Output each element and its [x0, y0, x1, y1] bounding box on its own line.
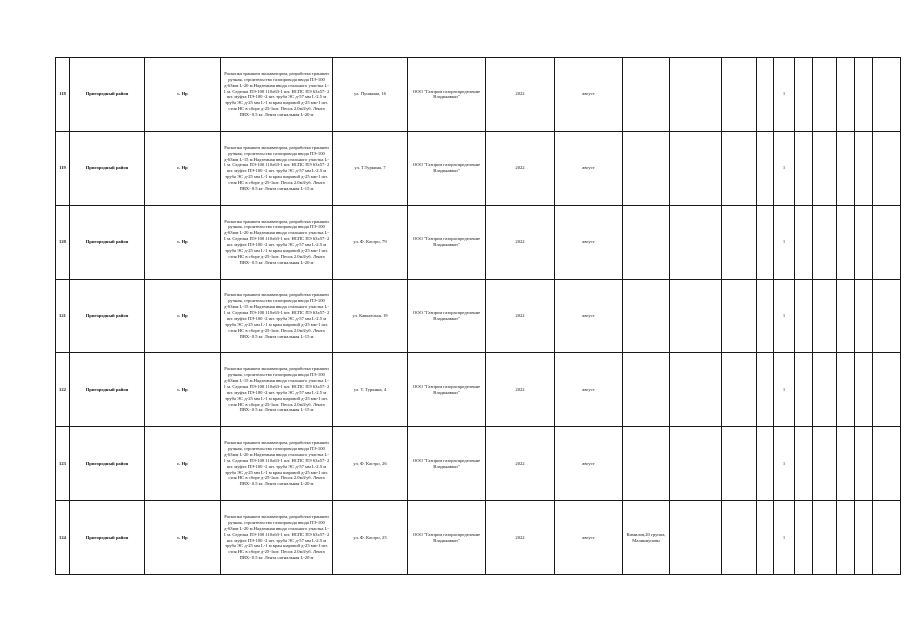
- note-cell: [623, 131, 670, 205]
- empty-cell: [670, 205, 722, 279]
- empty-cell: [837, 205, 855, 279]
- work-description-cell: Раскопка траншеи экскаватором, разработка траншеи ручная, строительство газопровода ввода ПЭ-100 д-63мм L-15 м.Надземная ввода стального участка L-1 м. Седелка ПЭ-100 110х63-1 шт. НСПС ПЭ 63х57- 2 шт. муфта ПЭ-100 -2 шт. труба ЭС д-57 мм L-2.5 м труба ЭС д-25 мм L-1 м кран шаровой д-25 мм-1 шт. стоя НС в сборе д-25-1шт. Песок 2.0м3/уб. Лента ПВХ- 0.5 кг. Лента сигнальная L-15 м: [221, 353, 333, 427]
- empty-cell: [722, 131, 757, 205]
- year-cell: 2022: [486, 131, 555, 205]
- village-cell: с. Нр: [145, 279, 221, 353]
- row-number: 124: [56, 501, 70, 575]
- street-address-cell: ул. Ф. Кастро, 79: [333, 205, 408, 279]
- village-cell: с. Нр: [145, 205, 221, 279]
- work-description-cell: Раскопка траншеи экскаватором, разработка траншеи ручная, строительство газопровода ввода ПЭ-100 д-63мм L-20 м.Надземная ввода стального участка L-1 м. Седелка ПЭ-100 110х63-1 шт. НСПС ПЭ 63х57- 2 шт. муфта ПЭ-100 -2 шт. труба ЭС д-57 мм L-2.5 м труба ЭС д-25 мм L-1 м кран шаровой д-25 мм-1 шт. стоя НС в сборе д-25-1шт. Песок 2.0м3/уб. Лента ПВХ- 0.5 кг. Лента сигнальная L-20 м: [221, 205, 333, 279]
- empty-cell: [873, 131, 901, 205]
- empty-cell: [873, 205, 901, 279]
- note-cell: [623, 205, 670, 279]
- quantity-cell: 1: [774, 279, 795, 353]
- empty-cell: [670, 279, 722, 353]
- street-address-cell: ул. Ф. Кастро, 26: [333, 427, 408, 501]
- quantity-cell: 1: [774, 205, 795, 279]
- empty-cell: [873, 353, 901, 427]
- year-cell: 2022: [486, 353, 555, 427]
- street-address-cell: ул. Т. Туркина, 4: [333, 353, 408, 427]
- empty-cell: [837, 131, 855, 205]
- district-cell: Пригородный район: [70, 131, 145, 205]
- empty-cell: [670, 353, 722, 427]
- row-number: 123: [56, 427, 70, 501]
- year-cell: 2022: [486, 58, 555, 132]
- table-body: [56, 58, 901, 575]
- work-description-cell: Раскопка траншеи экскаватором, разработка траншеи ручная, строительство газопровода ввода ПЭ-100 д-63мм L-20 м.Надземная ввода стального участка L-1 м. Седелка ПЭ-100 110х63-1 шт. НСПС ПЭ 63х57- 2 шт. муфта ПЭ-100 -2 шт. труба ЭС д-57 мм L-2.5 м труба ЭС д-25 мм L-1 м кран шаровой д-25 мм-1 шт. стоя НС в сборе д-25-1шт. Песок 2.0м3/уб. Лента ПВХ- 0.5 кг. Лента сигнальная L-20 м: [221, 501, 333, 575]
- village-cell: с. Нр: [145, 58, 221, 132]
- empty-cell: [670, 58, 722, 132]
- empty-cell: [757, 58, 774, 132]
- street-address-cell: ул. Кавказская, 19: [333, 279, 408, 353]
- quantity-cell: 1: [774, 353, 795, 427]
- month-cell: август: [555, 279, 623, 353]
- empty-cell: [722, 501, 757, 575]
- empty-cell: [813, 131, 837, 205]
- empty-cell: [813, 58, 837, 132]
- organization-cell: ООО "Газпром газораспределение Владикавказ": [408, 58, 486, 132]
- table-row: [56, 353, 901, 427]
- year-cell: 2022: [486, 279, 555, 353]
- quantity-cell: 1: [774, 131, 795, 205]
- empty-cell: [837, 353, 855, 427]
- empty-cell: [795, 501, 813, 575]
- village-cell: с. Нр: [145, 427, 221, 501]
- empty-cell: [795, 131, 813, 205]
- village-cell: с. Нр: [145, 501, 221, 575]
- empty-cell: [722, 427, 757, 501]
- district-cell: Пригородный район: [70, 279, 145, 353]
- empty-cell: [813, 501, 837, 575]
- year-cell: 2022: [486, 427, 555, 501]
- empty-cell: [837, 279, 855, 353]
- month-cell: август: [555, 427, 623, 501]
- work-description-cell: Раскопка траншеи экскаватором, разработка траншеи ручная, строительство газопровода ввода ПЭ-100 д-63мм L-20 м.Надземная ввода стального участка L-1 м. Седелка ПЭ-100 110х63-1 шт. НСПС ПЭ 63х57- 2 шт. муфта ПЭ-100 -2 шт. труба ЭС д-57 мм L-2.5 м труба ЭС д-25 мм L-1 м кран шаровой д-25 мм-1 шт. стоя НС в сборе д-25-1шт. Песок 2.0м3/уб. Лента ПВХ- 0.5 кг. Лента сигнальная L-20 м: [221, 427, 333, 501]
- empty-cell: [795, 427, 813, 501]
- year-cell: 2022: [486, 501, 555, 575]
- district-cell: Пригородный район: [70, 205, 145, 279]
- organization-cell: ООО "Газпром газораспределение Владикавказ": [408, 501, 486, 575]
- empty-cell: [855, 501, 873, 575]
- row-number: 122: [56, 353, 70, 427]
- empty-cell: [757, 427, 774, 501]
- month-cell: август: [555, 205, 623, 279]
- empty-cell: [757, 205, 774, 279]
- row-number: 118: [56, 58, 70, 132]
- empty-cell: [855, 205, 873, 279]
- empty-cell: [873, 427, 901, 501]
- works-table: [55, 57, 901, 575]
- empty-cell: [837, 427, 855, 501]
- empty-cell: [855, 353, 873, 427]
- village-cell: с. Нр: [145, 353, 221, 427]
- empty-cell: [837, 58, 855, 132]
- empty-cell: [670, 501, 722, 575]
- table-row: [56, 131, 901, 205]
- district-cell: Пригородный район: [70, 353, 145, 427]
- empty-cell: [873, 279, 901, 353]
- row-number: 119: [56, 131, 70, 205]
- street-address-cell: ул. Т.Туркина, 7: [333, 131, 408, 205]
- table-row: [56, 427, 901, 501]
- row-number: 120: [56, 205, 70, 279]
- district-cell: Пригородный район: [70, 427, 145, 501]
- empty-cell: [795, 279, 813, 353]
- table-row: [56, 279, 901, 353]
- empty-cell: [855, 58, 873, 132]
- empty-cell: [855, 427, 873, 501]
- street-address-cell: ул. Ф. Кастро, 25: [333, 501, 408, 575]
- month-cell: август: [555, 501, 623, 575]
- empty-cell: [873, 501, 901, 575]
- table-row: [56, 501, 901, 575]
- note-cell: [623, 58, 670, 132]
- empty-cell: [855, 131, 873, 205]
- quantity-cell: 1: [774, 501, 795, 575]
- empty-cell: [757, 501, 774, 575]
- note-cell: [623, 353, 670, 427]
- note-cell: [623, 427, 670, 501]
- organization-cell: ООО "Газпром газораспределение Владикавказ": [408, 131, 486, 205]
- organization-cell: ООО "Газпром газораспределение Владикавказ": [408, 353, 486, 427]
- note-cell: [623, 279, 670, 353]
- street-address-cell: ул. Пушкина, 16: [333, 58, 408, 132]
- empty-cell: [795, 353, 813, 427]
- district-cell: Пригородный район: [70, 501, 145, 575]
- work-description-cell: Раскопка траншеи экскаватором, разработка траншеи ручная, строительство газопровода ввода ПЭ-100 д-63мм L-15 м.Надземная ввода стального участка L-1 м. Седелка ПЭ-100 110х63-1 шт. НСПС ПЭ 63х57- 2 шт. муфта ПЭ-100 -2 шт. труба ЭС д-57 мм L-2.5 м труба ЭС д-25 мм L-1 м кран шаровой д-25 мм-1 шт. стоя НС в сборе д-25-1шт. Песок 2.0м3/уб. Лента ПВХ- 0.5 кг. Лента сигнальная L-15 м: [221, 131, 333, 205]
- empty-cell: [757, 131, 774, 205]
- empty-cell: [813, 353, 837, 427]
- empty-cell: [837, 501, 855, 575]
- note-cell: Кимилов,20 группа, Малиниуповн: [623, 501, 670, 575]
- empty-cell: [757, 353, 774, 427]
- organization-cell: ООО "Газпром газораспределение Владикавказ": [408, 427, 486, 501]
- empty-cell: [722, 353, 757, 427]
- row-number: 121: [56, 279, 70, 353]
- quantity-cell: 1: [774, 58, 795, 132]
- work-description-cell: Раскопка траншеи экскаватором, разработка траншеи ручная, строительство газопровода ввода ПЭ-100 д-63мм L-20 м.Надземная ввода стального участка L-1 м. Седелка ПЭ-100 110х63-1 шт. НСПС ПЭ 63х57- 2 шт. муфта ПЭ-100 -2 шт. труба ЭС д-57 мм L-2.5 м труба ЭС д-25 мм L-1 м кран шаровой д-25 мм-1 шт. стоя НС в сборе д-25-1шт. Песок 2.0м3/уб. Лента ПВХ- 0.5 кг. Лента сигнальная L-20 м: [221, 58, 333, 132]
- work-description-cell: Раскопка траншеи экскаватором, разработка траншеи ручная, строительство газопровода ввода ПЭ-100 д-63мм L-15 м.Надземная ввода стального участка L-1 м. Седелка ПЭ-100 110х63-1 шт. НСПС ПЭ 63х57- 2 шт. муфта ПЭ-100 -2 шт. труба ЭС д-57 мм L-2.5 м труба ЭС д-25 мм L-1 м кран шаровой д-25 мм-1 шт. стоя НС в сборе д-25-1шт. Песок 2.0м3/уб. Лента ПВХ- 0.5 кг. Лента сигнальная L-15 м: [221, 279, 333, 353]
- empty-cell: [813, 279, 837, 353]
- table-row: [56, 58, 901, 132]
- organization-cell: ООО "Газпром газораспределение Владикавказ": [408, 205, 486, 279]
- empty-cell: [795, 58, 813, 132]
- organization-cell: ООО "Газпром газораспределение Владикавказ": [408, 279, 486, 353]
- month-cell: август: [555, 58, 623, 132]
- empty-cell: [873, 58, 901, 132]
- empty-cell: [757, 279, 774, 353]
- empty-cell: [813, 205, 837, 279]
- empty-cell: [722, 279, 757, 353]
- month-cell: август: [555, 353, 623, 427]
- empty-cell: [722, 58, 757, 132]
- table-row: [56, 205, 901, 279]
- empty-cell: [795, 205, 813, 279]
- village-cell: с. Нр: [145, 131, 221, 205]
- month-cell: август: [555, 131, 623, 205]
- empty-cell: [722, 205, 757, 279]
- empty-cell: [670, 427, 722, 501]
- empty-cell: [813, 427, 837, 501]
- year-cell: 2022: [486, 205, 555, 279]
- district-cell: Пригородный район: [70, 58, 145, 132]
- empty-cell: [670, 131, 722, 205]
- empty-cell: [855, 279, 873, 353]
- quantity-cell: 1: [774, 427, 795, 501]
